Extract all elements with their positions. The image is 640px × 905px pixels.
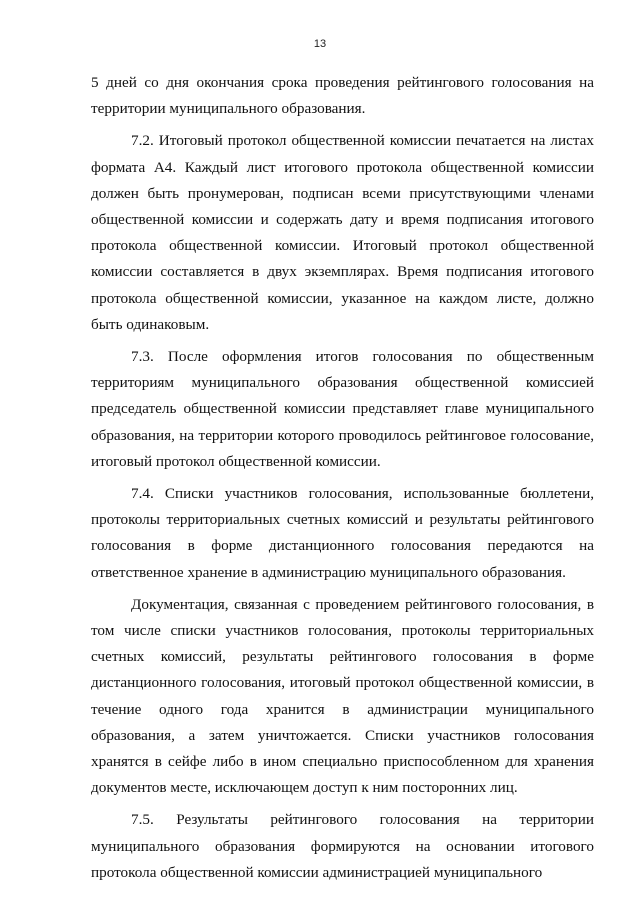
paragraph-7-2: 7.2. Итоговый протокол общественной комиссии печатается на листах формата А4. Каждый лист итогового протокола общественной комиссии должен быть пронумерован, подписан всеми присутствующими членами общественной комиссии и содержать дату и время подписания итогового протокола общественной комиссии. Итоговый протокол общественной комиссии составляется в двух экземплярах. Время подписания итогового протокола общественной комиссии, указанное на каждом листе, должно быть одинаковым. (91, 132, 594, 333)
paragraph-continuation: 5 дней со дня окончания срока проведения рейтингового голосования на территории муниципального образования. (91, 74, 594, 118)
page-number: 13 (313, 38, 327, 50)
paragraph-7-3: 7.3. После оформления итогов голосования по общественным территориям муниципального образования общественной комиссией председатель общественной комиссии представляет главе муниципального образования, на территории которого проводилось рейтинговое голосование, итоговый протокол общественной комиссии. (91, 348, 594, 470)
paragraph-7-4: 7.4. Списки участников голосования, использованные бюллетени, протоколы территориальных счетных комиссий и результаты рейтингового голосования в форме дистанционного голосования передаются на ответственное хранение в администрацию муниципального образования. (91, 485, 594, 581)
paragraph-documentation: Документация, связанная с проведением рейтингового голосования, в том числе списки участников голосования, протоколы территориальных счетных комиссий, результаты рейтингового голосования в форме дистанционного голосования, итоговый протокол общественной комиссии, в течение одного года хранится в администрации муниципального образования, а затем уничтожается. Списки участников голосования хранятся в сейфе либо в ином специально приспособленном для хранения документов месте, исключающем доступ к ним посторонних лиц. (91, 595, 594, 797)
paragraph-7-5: 7.5. Результаты рейтингового голосования на территории муниципального образования формируются на основании итогового протокола общественной комиссии администрацией муниципального (91, 811, 594, 881)
document-body (91, 70, 594, 892)
